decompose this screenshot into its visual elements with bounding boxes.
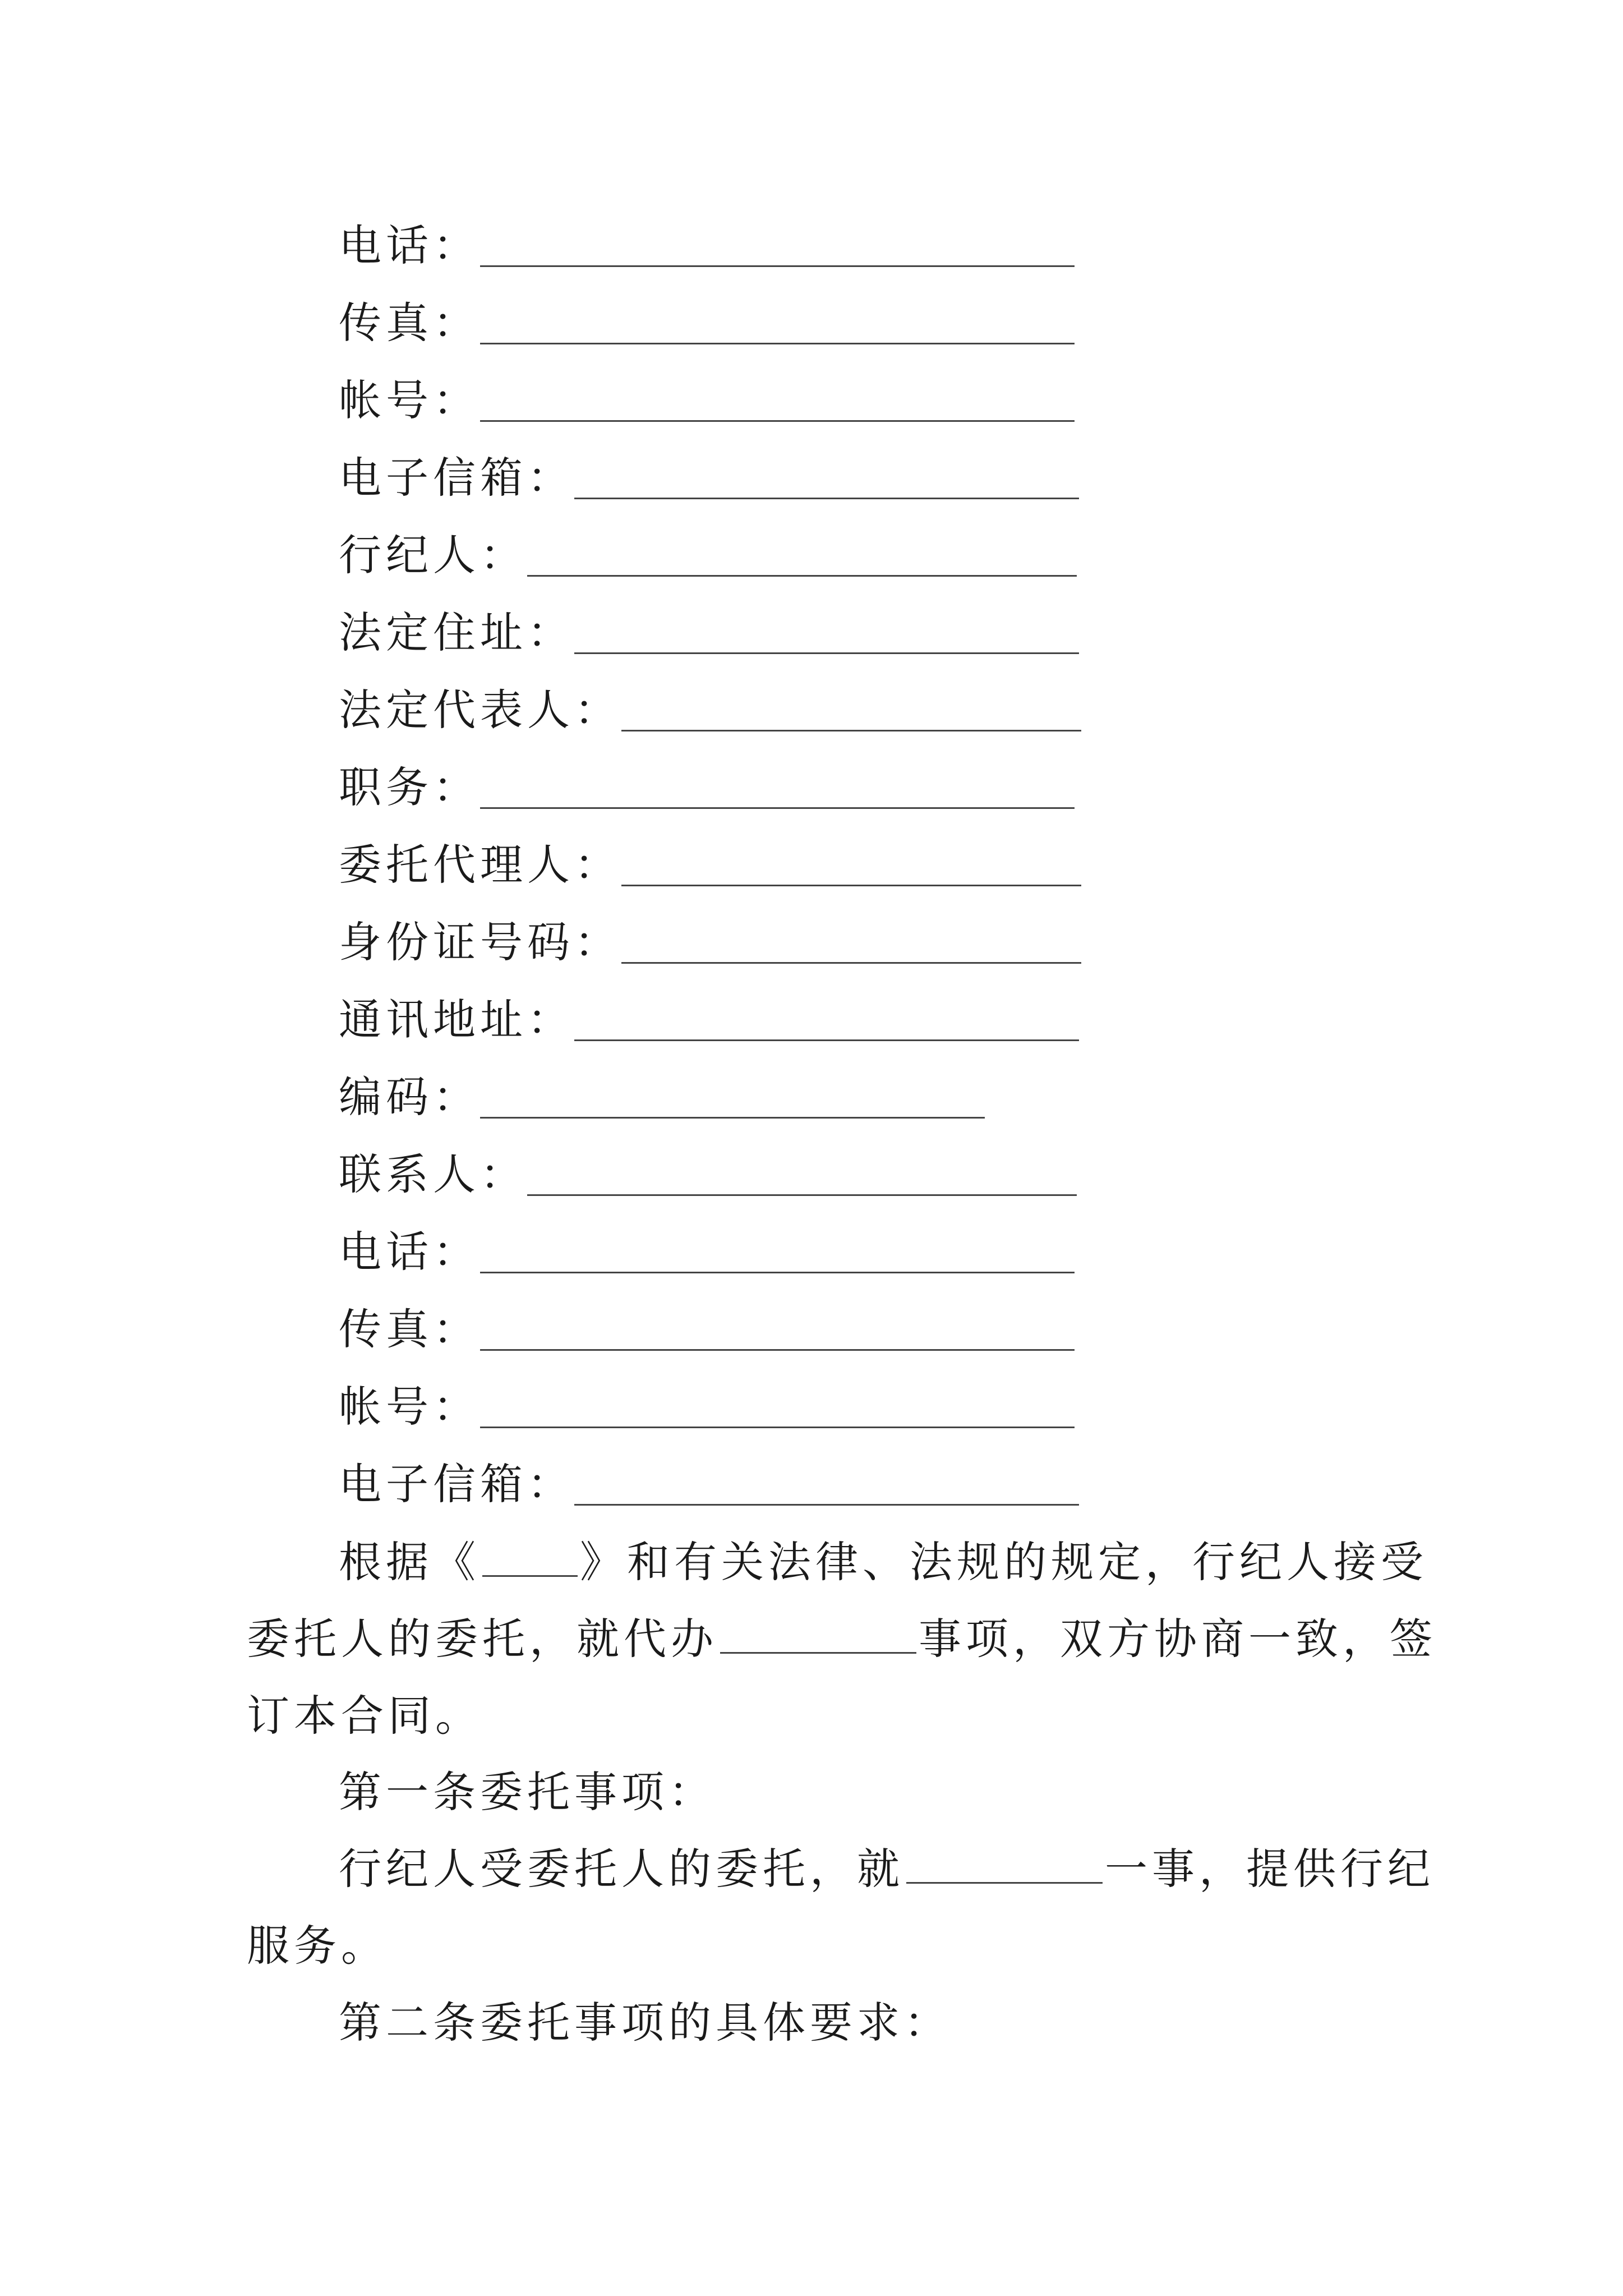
intro-line-3: 订本合同。	[247, 1691, 482, 1741]
field-row-broker	[339, 517, 1077, 579]
article-2-title: 第二条委托事项的具体要求：	[339, 1998, 951, 2047]
intro-paragraph	[247, 1524, 1437, 1754]
field-row-account-2	[339, 1369, 1075, 1430]
fill-in-line[interactable]	[480, 1117, 985, 1119]
fill-in-line[interactable]	[574, 498, 1079, 499]
field-row-email-2	[339, 1446, 1079, 1508]
field-label: 帐号：	[339, 375, 480, 425]
field-row-fax	[339, 285, 1075, 347]
fill-in-line[interactable]	[527, 1194, 1077, 1196]
field-label: 联系人：	[339, 1149, 527, 1199]
entrusted-matter-blank[interactable]	[906, 1882, 1103, 1884]
field-label: 电话：	[339, 1227, 480, 1277]
intro-line-2	[247, 1600, 1437, 1677]
field-label: 传真：	[339, 298, 480, 348]
field-label: 帐号：	[339, 1382, 480, 1432]
fill-in-line[interactable]	[480, 1272, 1075, 1273]
field-row-mailing-address	[339, 982, 1079, 1043]
field-row-contact	[339, 1137, 1077, 1198]
law-name-blank[interactable]	[482, 1575, 578, 1577]
field-row-phone-2	[339, 1214, 1075, 1276]
article-2	[247, 1984, 1391, 2061]
field-label: 法定代表人：	[339, 685, 621, 735]
fill-in-line[interactable]	[480, 1427, 1075, 1428]
field-row-position	[339, 749, 1075, 811]
field-label: 编码：	[339, 1072, 480, 1122]
field-label: 法定住址：	[339, 608, 574, 657]
fill-in-line[interactable]	[480, 807, 1075, 809]
intro-text: 根据《	[339, 1537, 480, 1587]
field-label: 传真：	[339, 1304, 480, 1354]
field-row-email	[339, 440, 1079, 501]
fill-in-line[interactable]	[621, 730, 1081, 731]
field-row-fax-2	[339, 1291, 1075, 1353]
article-1-title: 第一条委托事项：	[339, 1767, 716, 1817]
article-1-text: 一事，提供行纪	[1105, 1844, 1435, 1894]
field-label: 职务：	[339, 762, 480, 812]
fill-in-line[interactable]	[480, 265, 1075, 267]
field-label: 委托代理人：	[339, 840, 621, 890]
field-row-account	[339, 362, 1075, 424]
field-label: 电话：	[339, 220, 480, 270]
field-row-postcode	[339, 1059, 985, 1121]
fill-in-line[interactable]	[480, 343, 1075, 344]
field-label: 行纪人：	[339, 530, 527, 580]
intro-text: 委托人的委托，就代办	[247, 1614, 718, 1664]
fill-in-line[interactable]	[527, 575, 1077, 577]
fill-in-line[interactable]	[621, 885, 1081, 886]
intro-line-1	[247, 1524, 1428, 1600]
intro-text: 事项，双方协商一致，签	[919, 1614, 1437, 1664]
fill-in-line[interactable]	[574, 1504, 1079, 1506]
fill-in-line[interactable]	[621, 962, 1081, 964]
field-row-phone	[339, 208, 1075, 269]
field-label: 电子信箱：	[339, 1459, 574, 1509]
matter-blank[interactable]	[720, 1652, 916, 1654]
field-row-legal-representative	[339, 672, 1081, 734]
fill-in-line[interactable]	[480, 1349, 1075, 1351]
field-row-id-number	[339, 904, 1081, 966]
article-1-text: 行纪人受委托人的委托，就	[339, 1844, 904, 1894]
intro-text: 》和有关法律、法规的规定，行纪人接受	[580, 1537, 1428, 1587]
fill-in-line[interactable]	[574, 652, 1079, 654]
fill-in-line[interactable]	[480, 420, 1075, 422]
field-row-agent	[339, 827, 1081, 889]
field-label: 通讯地址：	[339, 995, 574, 1045]
article-1-line-2: 服务。	[247, 1921, 388, 1971]
field-label: 电子信箱：	[339, 453, 574, 503]
article-1	[247, 1754, 1435, 1984]
field-label: 身份证号码：	[339, 917, 621, 967]
field-row-legal-address	[339, 595, 1079, 656]
fill-in-line[interactable]	[574, 1039, 1079, 1041]
article-1-line-1	[247, 1830, 1435, 1907]
